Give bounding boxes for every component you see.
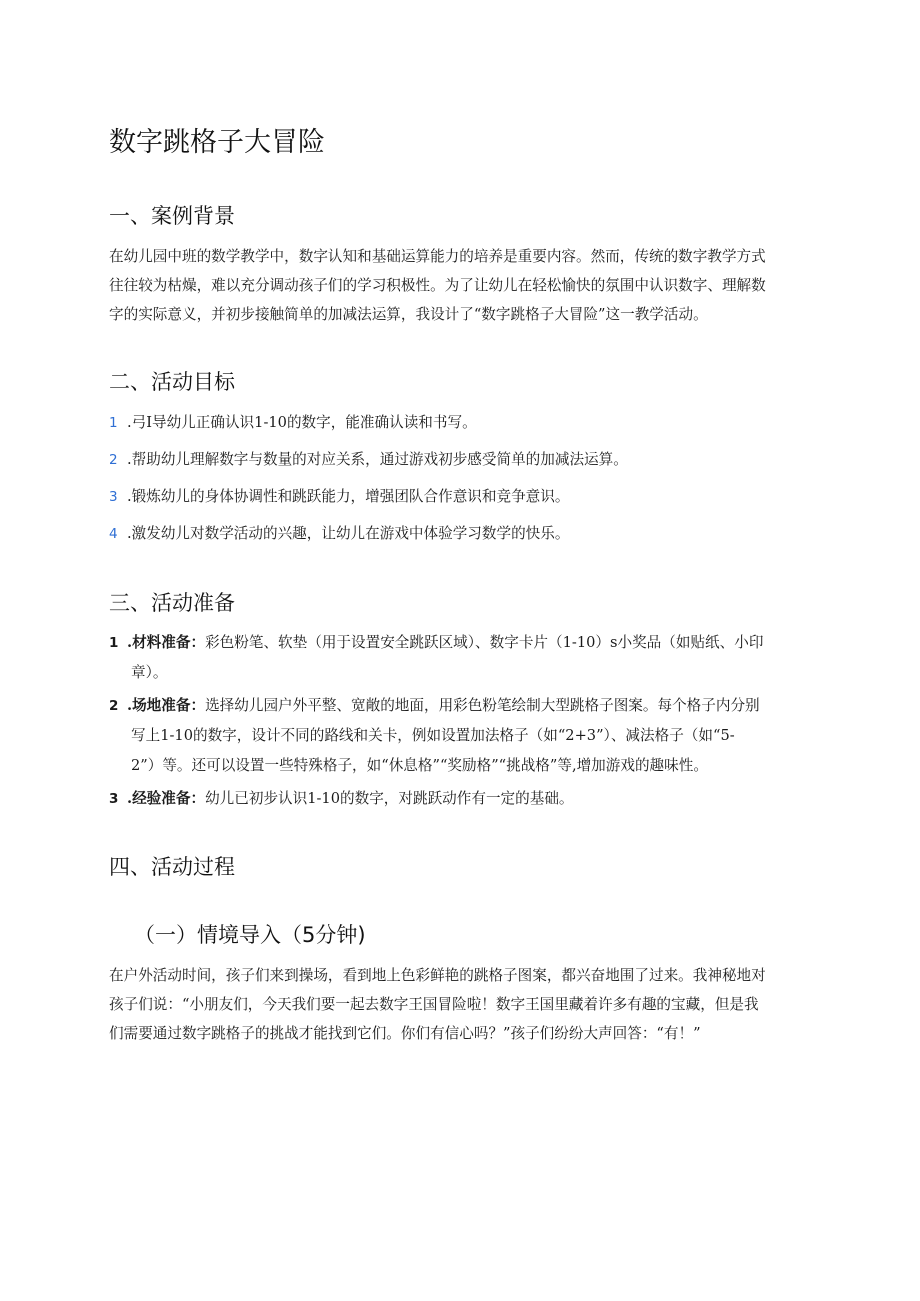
- goal-item: [109, 412, 809, 434]
- prep-line: 彩色粉笔、软垫（用于设置安全跳跃区域）、数字卡片（1-10）s小奖品（如贴纸、小印: [205, 634, 764, 651]
- goal-item: [109, 523, 809, 545]
- document-title: 数字跳格子大冒险: [109, 127, 325, 158]
- section-heading-goals: 二、活动目标: [109, 370, 235, 394]
- goal-text: .弓I导幼儿正确认识1-10的数字，能准确认读和书写。: [127, 414, 477, 431]
- goal-number: 1: [109, 415, 118, 431]
- goal-text: .锻炼幼儿的身体协调性和跳跃能力，增强团队合作意识和竞争意识。: [127, 488, 570, 505]
- prep-number: 1: [109, 635, 119, 651]
- prep-line: 选择幼儿园户外平整、宽敞的地面，用彩色粉笔绘制大型跳格子图案。每个格子内分别: [205, 697, 760, 714]
- subsection-heading-intro: （一）情境导入（5分钟): [134, 923, 366, 947]
- prep-number: 2: [109, 698, 119, 714]
- intro-line: 在户外活动时间，孩子们来到操场，看到地上色彩鲜艳的跳格子图案，都兴奋地围了过来。我神秘地对: [109, 967, 766, 984]
- prep-line: 幼儿已初步认识1-10的数字，对跳跃动作有一定的基础。: [205, 790, 574, 807]
- prep-number: 3: [109, 791, 119, 807]
- goal-number: 3: [109, 489, 118, 505]
- background-line: 往往较为枯燥，难以充分调动孩子们的学习积极性。为了让幼儿在轻松愉快的氛围中认识数字、理解数: [109, 277, 766, 294]
- goal-item: [109, 486, 809, 508]
- goal-number: 4: [109, 526, 118, 542]
- section-heading-background: 一、案例背景: [109, 204, 235, 228]
- background-line: 在幼儿园中班的数学教学中，数字认知和基础运算能力的培养是重要内容。然而，传统的数字教学方式: [109, 248, 766, 265]
- intro-paragraph: [109, 961, 809, 1048]
- prep-line: 写上1-10的数字，设计不同的路线和关卡，例如设置加法格子（如“2+3”）、减法格子（如“5-: [131, 727, 735, 744]
- prep-label: .场地准备：: [127, 697, 206, 714]
- goal-text: .帮助幼儿理解数字与数量的对应关系，通过游戏初步感受简单的加减法运算。: [127, 451, 628, 468]
- section-heading-process: 四、活动过程: [109, 855, 235, 879]
- prep-item-experience: [109, 784, 809, 814]
- goal-text: .激发幼儿对数学活动的兴趣，让幼儿在游戏中体验学习数学的快乐。: [127, 525, 570, 542]
- intro-line: 们需要通过数字跳格子的挑战才能找到它们。你们有信心吗？”孩子们纷纷大声回答：“有！”: [109, 1025, 701, 1042]
- background-line: 字的实际意义，并初步接触简单的加减法运算，我设计了“数字跳格子大冒险”这一教学活动。: [109, 306, 708, 323]
- section-heading-preparation: 三、活动准备: [109, 591, 235, 615]
- prep-label: .材料准备：: [127, 634, 206, 651]
- prep-line: 2”）等。还可以设置一些特殊格子，如“休息格”“奖励格”“挑战格”等,增加游戏的趣味性。: [131, 757, 708, 774]
- prep-item-venue: [109, 691, 809, 781]
- prep-label: .经验准备：: [127, 790, 206, 807]
- intro-line: 孩子们说：“小朋友们，今天我们要一起去数字王国冒险啦！数字王国里藏着许多有趣的宝藏，但是我: [109, 996, 759, 1013]
- goal-item: [109, 449, 809, 471]
- prep-item-materials: [109, 628, 809, 688]
- prep-line: 章）。: [131, 664, 168, 681]
- goal-number: 2: [109, 452, 118, 468]
- background-paragraph: [109, 242, 809, 329]
